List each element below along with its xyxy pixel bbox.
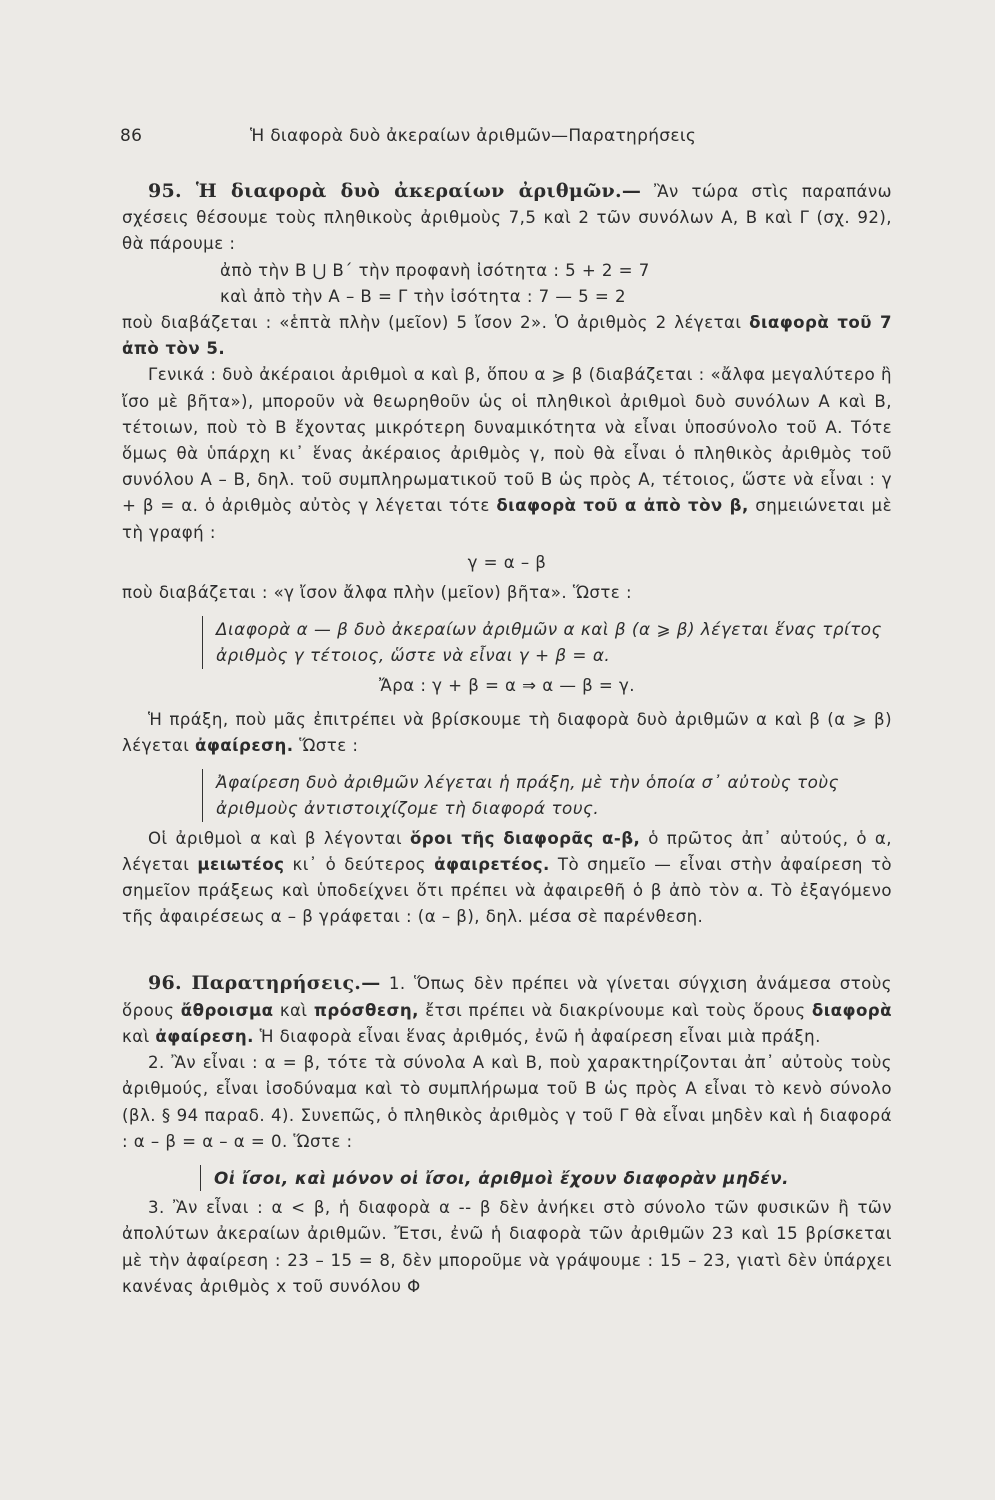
remark-3-paragraph: 3. Ἂν εἶναι : α < β, ἡ διαφορὰ α -- β δὲν ἀνήκει στὸ σύνολο τῶν φυσικῶν ἢ τῶν ἀπολύτων ἀκεραίων ἀριθμῶν. Ἔτσι, ἐνῶ ἡ διαφορὰ τῶν ἀριθμῶν 23 καὶ 15 βρίσκεται μὲ τὴν ἀφαίρεση : 23 – 15 = 8, δὲν μποροῦμε νὰ γράψουμε : 15 – 23, γιατὶ δὲν ὑπάρχει κανένας ἀριθμὸς x τοῦ συνόλου Φ — [122, 1198, 892, 1296]
terms-text-e: Τὸ σημεῖο — εἶναι στὴν ἀφαίρεση τὸ σημεῖον πράξεως καὶ ὑποδείχνει ὅτι πρέπει νὰ ἀφαιρεθῆ ὁ β ἀπὸ τὸν α. Τὸ ἐξαγόμενο τῆς ἀφαιρέσεως α – β γράφεται : (α – β), δηλ. μέσα σὲ παρένθεση. — [122, 854, 892, 927]
terms-text-a: Οἱ ἀριθμοὶ α καὶ β λέγονται — [148, 828, 403, 848]
operation-text-a: Ἡ πράξη, ποὺ μᾶς ἐπιτρέπει νὰ βρίσκουμε τὴ διαφορὰ δυὸ ἀριθμῶν α καὶ β (α ⩾ β) λέγεται — [122, 709, 892, 756]
section-95-title: 95. Ἡ διαφορὰ δυὸ ἀκεραίων ἀριθμῶν.— — [148, 180, 642, 202]
section-95-intro — [122, 178, 892, 258]
zero-difference-text: Οἱ ἴσοι, καὶ μόνον οἱ ἴσοι, ἀριθμοὶ ἔχουν διαφορὰν μηδέν. — [214, 1167, 789, 1188]
operation-paragraph — [122, 707, 892, 759]
page-body — [122, 178, 892, 1300]
remark-1-text-e: καὶ — [122, 1026, 150, 1046]
term-subtrahend: ἀφαιρετέος. — [434, 854, 550, 874]
equation-line-2: καὶ ἀπὸ τὴν Α – Β = Γ τὴν ἰσότητα : 7 — 5 = 2 — [220, 286, 626, 306]
reading-paragraph-2: ποὺ διαβάζεται : «γ ἴσον ἄλφα πλὴν (μεῖον) βῆτα». Ὥστε : — [122, 583, 632, 603]
running-title: Ἡ διαφορὰ δυὸ ἀκεραίων ἀριθμῶν—Παρατηρήσεις — [250, 126, 697, 146]
general-text-a: Γενικά : δυὸ ἀκέραιοι ἀριθμοὶ α καὶ β, ὅπου α ⩾ β (διαβάζεται : «ἄλφα μεγαλύτερο ἢ ἴσο μὲ βῆτα»), μποροῦν νὰ θεωρηθοῦν ὡς οἱ πληθικοὶ ἀριθμοὶ δυὸ συνόλων Α καὶ Β, τέτοιων, ποὺ τὸ Β ἔχοντας μικρότερη δυναμικότητα νὰ εἶναι ὑποσύνολο τοῦ Α. Τότε ὅμως θὰ ὑπάρχη κι᾿ ἕνας ἀκέραιος ἀριθμὸς γ, ποὺ θὰ εἶναι ὁ πληθικὸς ἀριθμὸς τοῦ συνόλου Α – Β, δηλ. τοῦ συμπληρωματικοῦ τοῦ Β ὡς πρὸς Α, τέτοιος, ὥστε νὰ εἶναι : γ + β = α. ὁ ἀριθμὸς αὐτὸς γ λέγεται τότε — [122, 365, 892, 516]
term-addition: πρόσθεση, — [313, 1000, 419, 1020]
term-subtraction: ἀφαίρεση. — [195, 736, 294, 756]
remark-1-text-c: καὶ — [279, 1000, 308, 1020]
terms-text-d: κι᾿ ὁ δεύτερος — [292, 854, 426, 874]
term-subtraction-2: ἀφαίρεση. — [155, 1026, 254, 1046]
page-number: 86 — [120, 126, 143, 146]
term-difference: διαφορὰ — [811, 1000, 892, 1020]
section-95-intro-text: Ἂν τώρα στὶς παραπάνω σχέσεις θέσουμε τοὺς πληθικοὺς ἀριθμοὺς 7,5 καὶ 2 τῶν συνόλων Α, Β καὶ Γ (σχ. 92), θὰ πάρουμε : — [122, 182, 892, 254]
formula-gamma: γ = α – β — [467, 552, 547, 572]
general-text-b: σημειώνεται μὲ τὴ γραφή : — [122, 496, 892, 542]
remark-1-text-a: 1. Ὅπως δὲν πρέπει νὰ γίνεται σύγχιση ἀνάμεσα στοὺς ὅρους — [122, 974, 892, 1020]
definition-term-diff-a-b: διαφορὰ τοῦ α ἀπὸ τὸν β, — [496, 496, 749, 516]
terms-paragraph — [122, 826, 892, 931]
reading-text-1: ποὺ διαβάζεται : «ἑπτὰ πλὴν (μεῖον) 5 ἴσον 2». Ὁ ἀριθμὸς 2 λέγεται — [122, 313, 742, 333]
definition-difference-text: Διαφορὰ α — β δυὸ ἀκεραίων ἀριθμῶν α καὶ β (α ⩾ β) λέγεται ἕνας τρίτος ἀριθμὸς γ τέτοιος, ὥστε νὰ εἶναι γ + β = α. — [216, 619, 882, 666]
running-header — [120, 126, 880, 146]
reading-paragraph-1 — [122, 310, 892, 362]
section-96-title: 96. Παρατηρήσεις.— — [148, 972, 381, 995]
remark-1-text-f: Ἡ διαφορὰ εἶναι ἕνας ἀριθμός, ἐνῶ ἡ ἀφαίρεση εἶναι μιὰ πράξη. — [259, 1026, 821, 1046]
remark-1-text-d: ἔτσι πρέπει νὰ διακρίνουμε καὶ τοὺς ὅρους — [425, 1000, 806, 1020]
operation-text-b: Ὥστε : — [299, 736, 359, 756]
terms-text-c: ὁ πρῶτος ἀπ᾿ αὐτούς, ὁ α, λέγεται — [122, 828, 893, 874]
remark-2-paragraph: 2. Ἂν εἶναι : α = β, τότε τὰ σύνολα Α καὶ Β, ποὺ χαρακτηρίζονται ἀπ᾿ αὐτοὺς τοὺς ἀριθμούς, εἶναι ἰσοδύναμα καὶ τὸ συμπλήρωμα τοῦ Β ὡς πρὸς Α εἶναι τὸ κενὸ σύνολο (βλ. § 94 παραδ. 4). Συνεπῶς, ὁ πληθικὸς ἀριθμὸς γ τοῦ Γ θὰ εἶναι μηδὲν καὶ ἡ διαφορά : α – β = α – α = 0. Ὥστε : — [122, 1053, 892, 1151]
term-difference-terms: ὅροι τῆς διαφορᾶς α-β, — [409, 828, 641, 848]
section-96-paragraph-1 — [122, 970, 892, 1050]
term-minuend: μειωτέος — [197, 854, 285, 874]
definition-term-diff-7-5: διαφορὰ τοῦ 7 ἀπὸ τὸν 5. — [122, 313, 892, 359]
general-paragraph — [122, 362, 892, 545]
equation-line-1: ἀπὸ τὴν Β ⋃ Β΄ τὴν προφανὴ ἰσότητα : 5 + 2 = 7 — [220, 260, 650, 280]
definition-box-difference — [202, 616, 892, 668]
definition-box-subtraction — [202, 769, 892, 821]
definition-box-zero-difference — [200, 1165, 892, 1191]
implication-line: Ἄρα : γ + β = α ⇒ α — β = γ. — [379, 675, 635, 695]
term-sum: ἄθροισμα — [180, 1000, 274, 1020]
definition-subtraction-text: Ἀφαίρεση δυὸ ἀριθμῶν λέγεται ἡ πράξη, μὲ τὴν ὁποία σ᾿ αὐτοὺς τοὺς ἀριθμοὺς ἀντιστοιχίζομε τὴ διαφορά τους. — [216, 772, 839, 819]
